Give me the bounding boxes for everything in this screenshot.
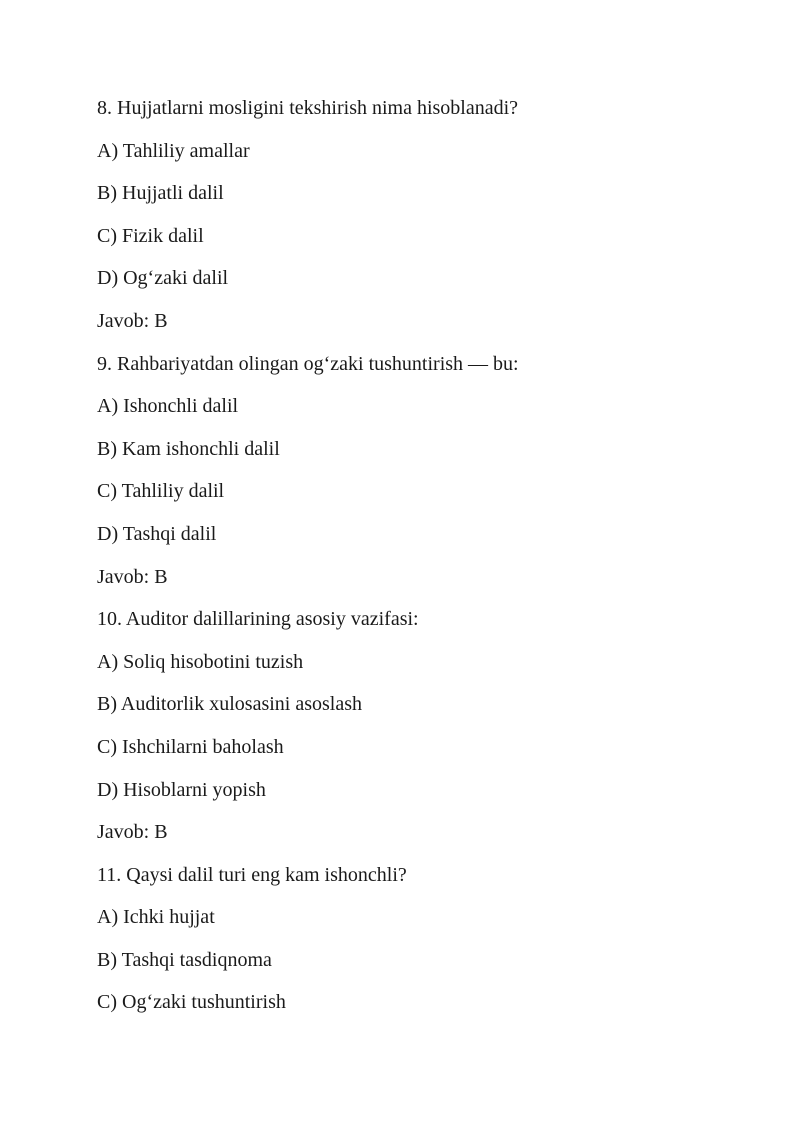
question-9-option-c: C) Tahliliy dalil [97, 480, 225, 503]
question-10-option-c: C) Ishchilarni baholash [97, 735, 284, 758]
question-9-option-b: B) Kam ishonchli dalil [97, 437, 280, 460]
question-list [97, 93, 519, 1030]
question-8-option-d: D) Og‘zaki dalil [97, 267, 229, 290]
question-10-option-a: A) Soliq hisobotini tuzish [97, 650, 304, 673]
question-9-text: 9. Rahbariyatdan olingan og‘zaki tushuntirish — bu: [97, 352, 519, 375]
question-9-option-d: D) Tashqi dalil [97, 522, 217, 545]
question-11-option-c: C) Og‘zaki tushuntirish [97, 991, 286, 1014]
question-8-option-b: B) Hujjatli dalil [97, 182, 224, 205]
question-9-option-a: A) Ishonchli dalil [97, 395, 239, 418]
question-10-text: 10. Auditor dalillarining asosiy vazifasi: [97, 608, 419, 631]
question-10-option-b: B) Auditorlik xulosasini asoslash [97, 693, 362, 716]
question-9-answer: Javob: B [97, 565, 168, 588]
question-8-option-c: C) Fizik dalil [97, 224, 204, 247]
question-8-text: 8. Hujjatlarni mosligini tekshirish nima hisoblanadi? [97, 97, 519, 119]
question-11-option-a: A) Ichki hujjat [97, 906, 215, 929]
question-8-option-a: A) Tahliliy amallar [97, 139, 250, 162]
question-11-text: 11. Qaysi dalil turi eng kam ishonchli? [97, 863, 407, 886]
question-10-answer: Javob: B [97, 821, 168, 844]
question-11-option-b: B) Tashqi tasdiqnoma [97, 948, 272, 971]
question-10-option-d: D) Hisoblarni yopish [97, 778, 266, 801]
question-8-answer: Javob: B [97, 309, 168, 332]
